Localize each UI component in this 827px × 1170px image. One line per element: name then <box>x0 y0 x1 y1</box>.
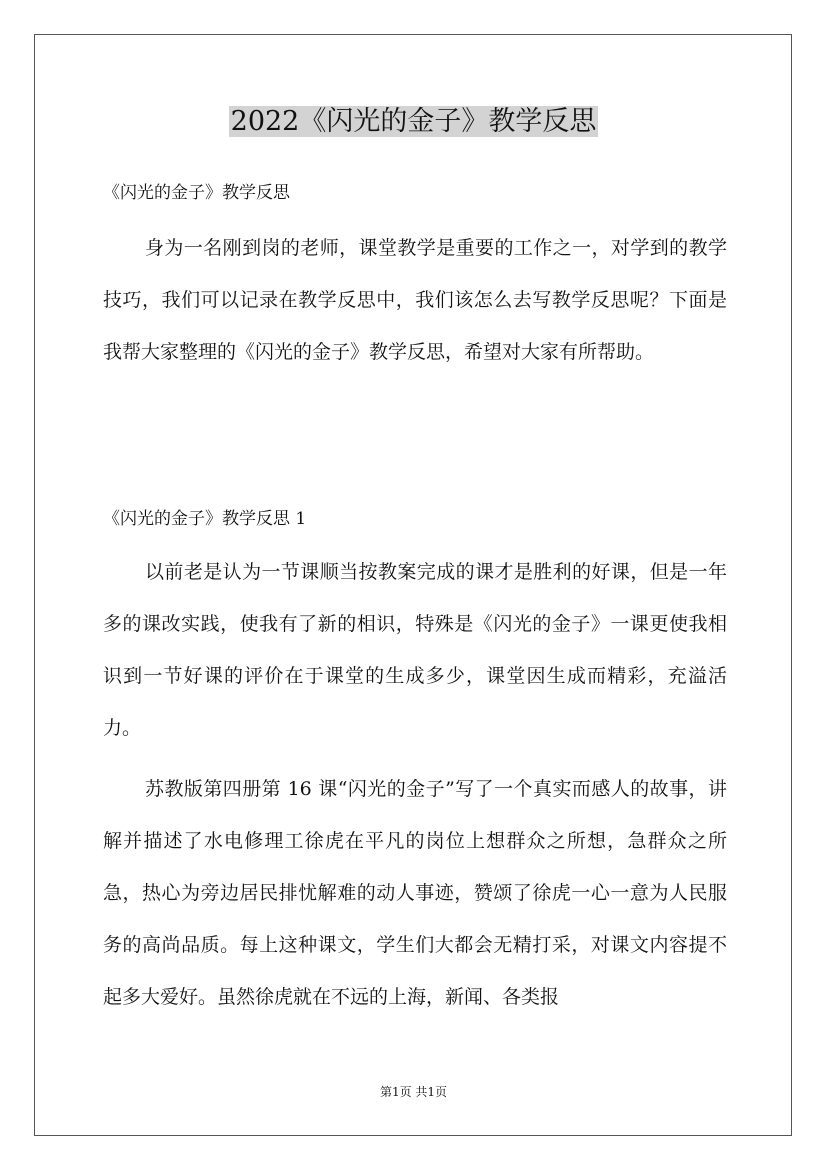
document-subtitle: 《闪光的金子》教学反思 <box>103 183 290 203</box>
section-heading-1: 《闪光的金子》教学反思 1 <box>103 509 307 529</box>
intro-paragraph: 身为一名刚到岗的老师，课堂教学是重要的工作之一，对学到的教学技巧，我们可以记录在教学反思中，我们该怎么去写教学反思呢？下面是我帮大家整理的《闪光的金子》教学反思，希望对大家有所帮助。 <box>103 237 727 363</box>
section-1-paragraph-2: 苏教版第四册第 16 课“闪光的金子”写了一个真实而感人的故事，讲解并描述了水电修理工徐虎在平凡的岗位上想群众之所想，急群众之所急，热心为旁边居民排忧解难的动人事迹，赞颂了徐虎一心一意为人民服务的高尚品质。每上这种课文，学生们大都会无精打采，对课文内容提不起多大爱好。虽然徐虎就在不远的上海，新闻、各类报 <box>103 778 727 1008</box>
document-title: 2022《闪光的金子》教学反思 <box>230 106 597 137</box>
page-footer: 第1页 共1页 <box>379 1085 448 1099</box>
section-1-paragraph-1: 以前老是认为一节课顺当按教案完成的课才是胜利的好课，但是一年多的课改实践，使我有了新的相识，特殊是《闪光的金子》一课更使我相识到一节好课的评价在于课堂的生成多少，课堂因生成而精彩，充溢活力。 <box>103 561 727 739</box>
